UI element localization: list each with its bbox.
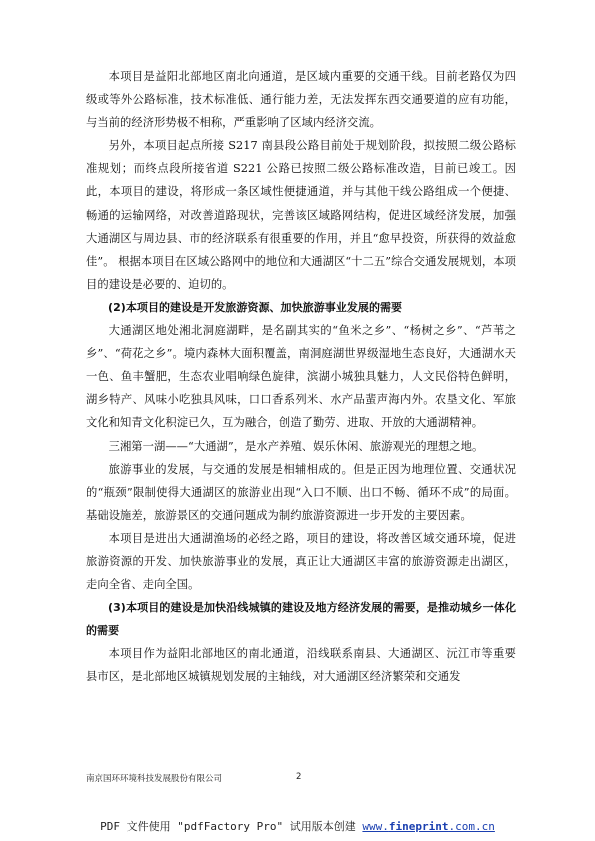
body-text — [86, 65, 516, 689]
footer-organization: 南京国环环境科技发展股份有限公司 — [86, 774, 223, 784]
watermark-link[interactable]: www.fineprint.com.cn — [362, 820, 495, 833]
paragraph-fishery-access: 本项目是进出大通湖渔场的必经之路，项目的建设，将改善区域交通环境，促进旅游资源的开发、加快旅游事业的发展，真正让大通湖区丰富的旅游资源走出湖区，走向全省、走向全国。 — [86, 531, 516, 592]
paragraph-datong-lake: 大通湖区地处湘北洞庭湖畔，是名副其实的“鱼米之乡”、“杨树之乡”、“芦苇之乡”、“荷花之乡”。境内森林大面积覆盖，南洞庭湖世界级湿地生态良好，大通湖水天一色、鱼丰蟹肥，生态农业唱响绿色旋律，滨湖小城独具魅力，人文民俗特色鲜明，湖乡特产、风味小吃独具风味，口口香系列米、水产品蜚声海内外。农垦文化、军旅文化和知青文化积淀已久，互为融合，创造了勤劳、进取、开放的大通湖精神。 — [86, 324, 516, 430]
paragraph-north-corridor: 本项目作为益阳北部地区的南北通道，沿线联系南县、大通湖区、沅江市等重要县市区，是北部地区城镇规划发展的主轴线，对大通湖区经济繁荣和交通发 — [86, 647, 516, 684]
paragraph-tourism-traffic: 旅游事业的发展，与交通的发展是相辅相成的。但是正因为地理位置、交通状况的“瓶颈”限制使得大通湖区的旅游业出现“入口不顺、出口不畅、循环不成”的局面。基础设施差，旅游景区的交通问题成为制约旅游资源进一步开发的主要因素。 — [86, 462, 516, 522]
watermark-text: PDF 文件使用 "pdfFactory Pro" 试用版本创建 — [100, 820, 363, 833]
paragraph-road-network: 另外，本项目起点所接 S217 南县段公路目前处于规划阶段，拟按照二级公路标准规划；而终点段所接省道 S221 公路已按照二级公路标准改造，目前已竣工。因此，本项目的建设，将形成一条区域性便捷通道，并与其他干线公路组成一个便捷、畅通的运输网络，对改善道路现状，完善该区域路网结构，促进区域经济发展，加强大通湖区与周边县、市的经济联系有很重要的作用，并且“愈早投资，所获得的效益愈佳”。 根据本项目在区域公路网中的地位和大通湖区“十二五”综合交通发展规划，本项目的建设是必要的、迫切的。 — [86, 139, 516, 291]
section-heading-tourism: (2)本项目的建设是开发旅游资源、加快旅游事业发展的需要 — [108, 300, 403, 314]
paragraph-road-status: 本项目是益阳北部地区南北向通道，是区域内重要的交通干线。目前老路仅为四级或等外公路标准，技术标准低、通行能力差，无法发挥东西交通要道的应有功能，与当前的经济形势极不相称，严重影响了区域内经济交流。 — [86, 70, 516, 130]
page-number: 2 — [296, 772, 302, 782]
pdf-watermark — [0, 818, 595, 834]
section-heading-towns: (3)本项目的建设是加快沿线城镇的建设及地方经济发展的需要，是推动城乡一体化的需要 — [86, 601, 516, 638]
paragraph-first-lake: 三湘第一湖——“大通湖”，是水产养殖、娱乐休闲、旅游观光的理想之地。 — [108, 439, 484, 453]
